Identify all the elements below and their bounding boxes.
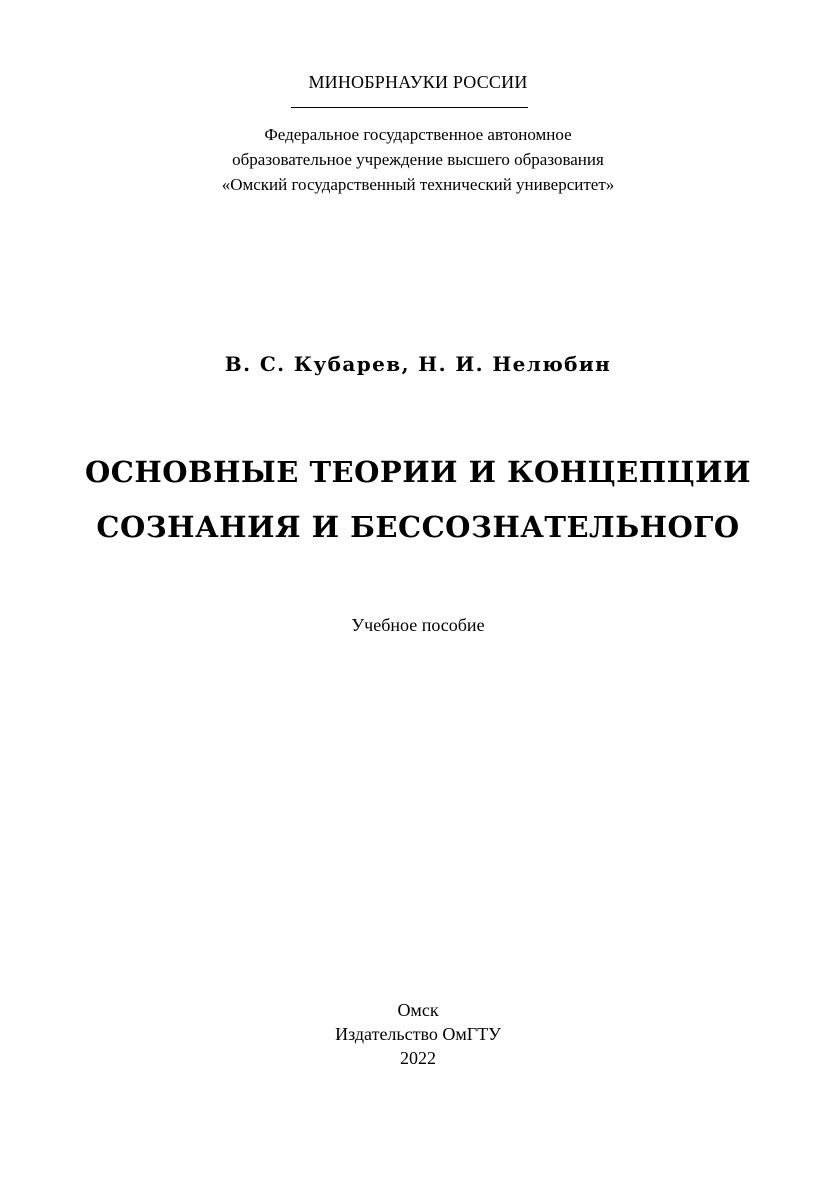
authors: В. С. Кубарев, Н. И. Нелюбин	[224, 352, 612, 376]
book-title	[0, 445, 836, 555]
institution-line-1: Федеральное государственное автономное	[264, 125, 572, 144]
ministry-name: МИНОБРНАУКИ РОССИИ	[308, 72, 528, 92]
imprint	[0, 998, 836, 1070]
book-title-line-2: СОЗНАНИЯ И БЕССОЗНАТЕЛЬНОГО	[96, 510, 740, 544]
institution-line-3: «Омский государственный технический университет»	[221, 175, 615, 194]
imprint-city: Омск	[397, 1000, 439, 1020]
institution-line-2: образовательное учреждение высшего образования	[232, 150, 604, 169]
imprint-year: 2022	[400, 1048, 436, 1068]
imprint-publisher: Издательство ОмГТУ	[335, 1024, 501, 1044]
ministry-underline	[291, 107, 528, 108]
publication-type: Учебное пособие	[351, 615, 485, 635]
book-title-line-1: ОСНОВНЫЕ ТЕОРИИ И КОНЦЕПЦИИ	[85, 455, 751, 489]
institution-name	[0, 122, 836, 197]
